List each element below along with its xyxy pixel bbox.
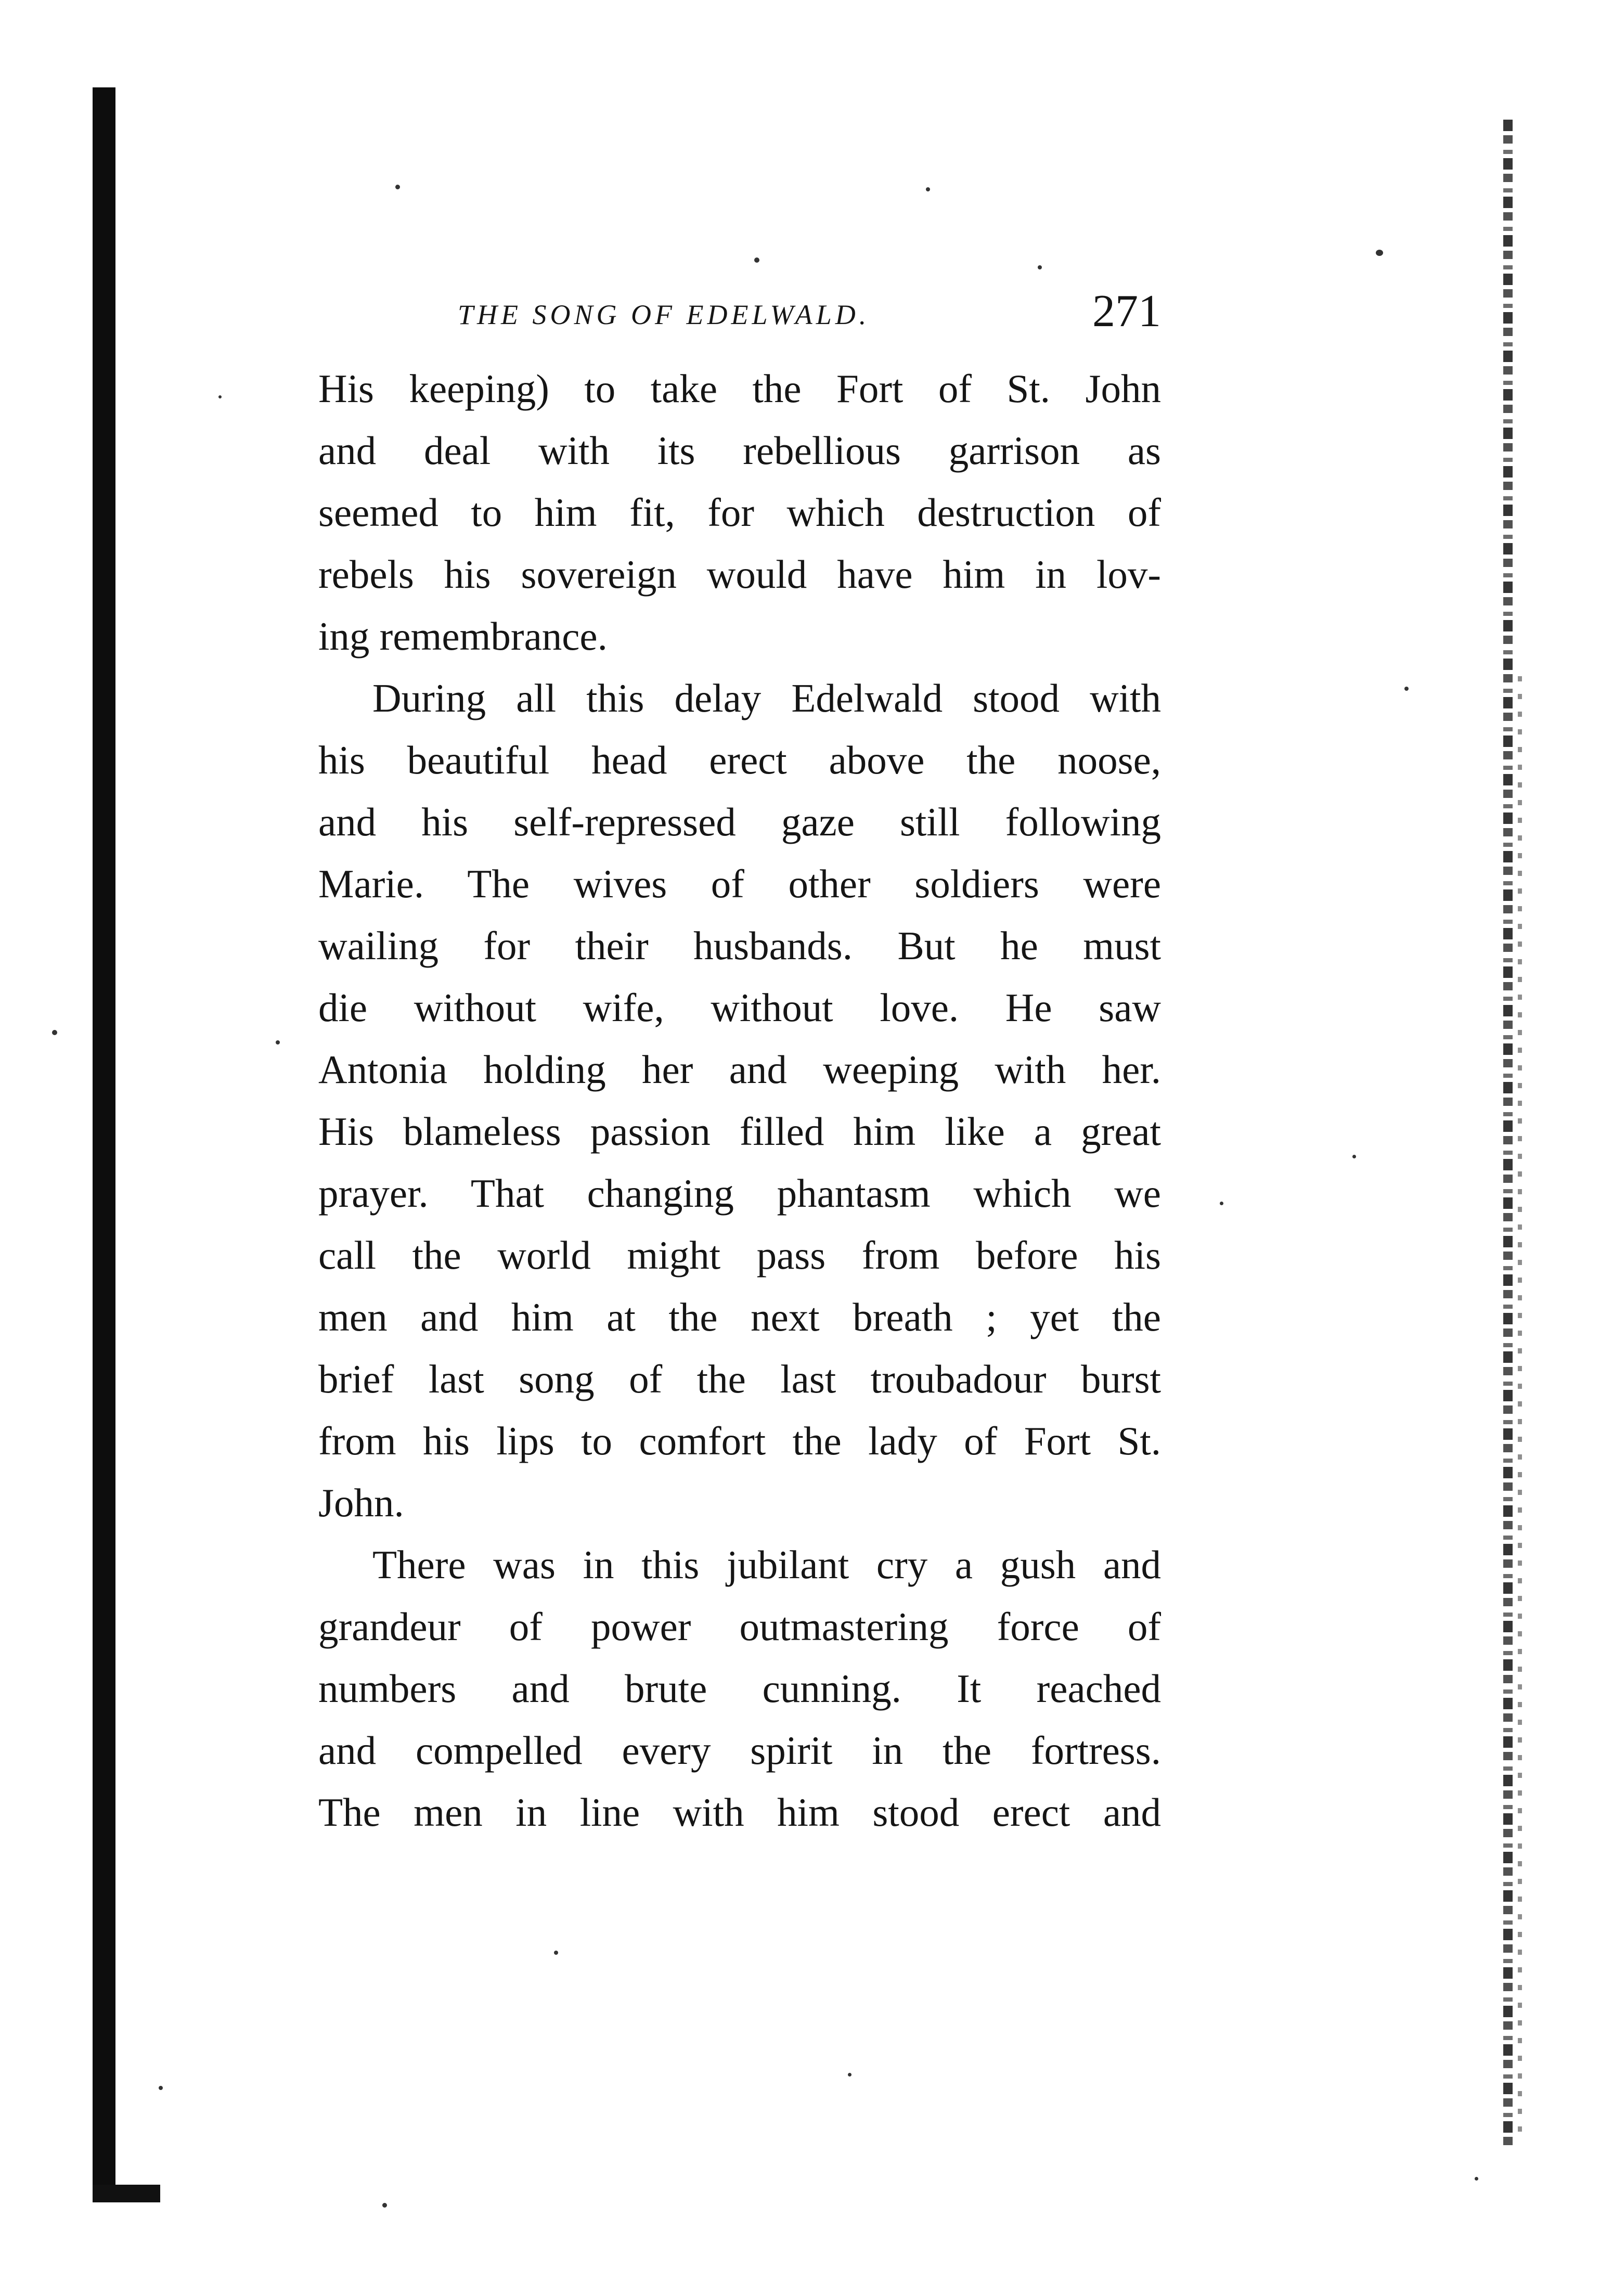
text-line: his beautiful head erect above the noose,: [318, 738, 1161, 782]
scan-speck: [1038, 265, 1042, 269]
text-line: The men in line with him stood erect and: [318, 1790, 1161, 1835]
scan-speck: [52, 1030, 57, 1035]
scan-speck: [926, 187, 930, 191]
text-line: grandeur of power outmastering force of: [318, 1604, 1161, 1649]
text-line: from his lips to comfort the lady of Fort St.: [318, 1418, 1161, 1463]
scan-speck: [159, 2086, 163, 2090]
scan-speck: [1220, 1202, 1223, 1205]
binding-edge-foot: [93, 2185, 160, 2202]
text-line: and deal with its rebellious garrison as: [318, 428, 1161, 473]
text-line: Antonia holding her and weeping with her.: [318, 1047, 1161, 1092]
text-line: rebels his sovereign would have him in lov-: [318, 552, 1161, 597]
scan-speck: [1376, 250, 1383, 256]
text-line: and compelled every spirit in the fortress.: [318, 1728, 1161, 1773]
text-line: Marie. The wives of other soldiers were: [318, 861, 1161, 906]
text-line: brief last song of the last troubadour burst: [318, 1357, 1161, 1401]
text-line: die without wife, without love. He saw: [318, 985, 1161, 1030]
scan-speck: [754, 257, 759, 263]
running-title: THE SONG OF EDELWALD.: [458, 299, 870, 330]
scan-speck: [276, 1040, 280, 1044]
page-header: [318, 285, 1161, 347]
page-number: 271: [1092, 286, 1161, 337]
text-line: During all this delay Edelwald stood with: [372, 676, 1161, 720]
text-line: and his self-repressed gaze still following: [318, 799, 1161, 844]
body-text: [318, 358, 1161, 1843]
text-line: men and him at the next breath ; yet the: [318, 1295, 1161, 1339]
scan-speck: [848, 2073, 851, 2076]
binding-edge: [93, 87, 115, 2199]
text-line: prayer. That changing phantasm which we: [318, 1171, 1161, 1216]
scan-edge-artifact: [1503, 120, 1513, 2148]
text-line: His blameless passion filled him like a great: [318, 1109, 1161, 1154]
scan-speck: [1352, 1155, 1356, 1158]
scan-speck: [395, 185, 400, 189]
text-line: call the world might pass from before his: [318, 1233, 1161, 1278]
text-line: ing remembrance.: [318, 614, 608, 659]
text-line: There was in this jubilant cry a gush and: [372, 1542, 1161, 1587]
scan-speck: [382, 2203, 387, 2208]
text-line: numbers and brute cunning. It reached: [318, 1666, 1161, 1711]
text-line: His keeping) to take the Fort of St. John: [318, 366, 1161, 411]
scan-speck: [1475, 2177, 1478, 2181]
text-line: wailing for their husbands. But he must: [318, 923, 1161, 968]
scan-edge-artifact-secondary: [1518, 676, 1522, 2133]
scan-speck: [1404, 687, 1409, 691]
text-line: John.: [318, 1480, 404, 1525]
text-line: seemed to him fit, for which destruction of: [318, 490, 1161, 535]
scan-speck: [218, 395, 222, 398]
scan-speck: [554, 1951, 558, 1955]
